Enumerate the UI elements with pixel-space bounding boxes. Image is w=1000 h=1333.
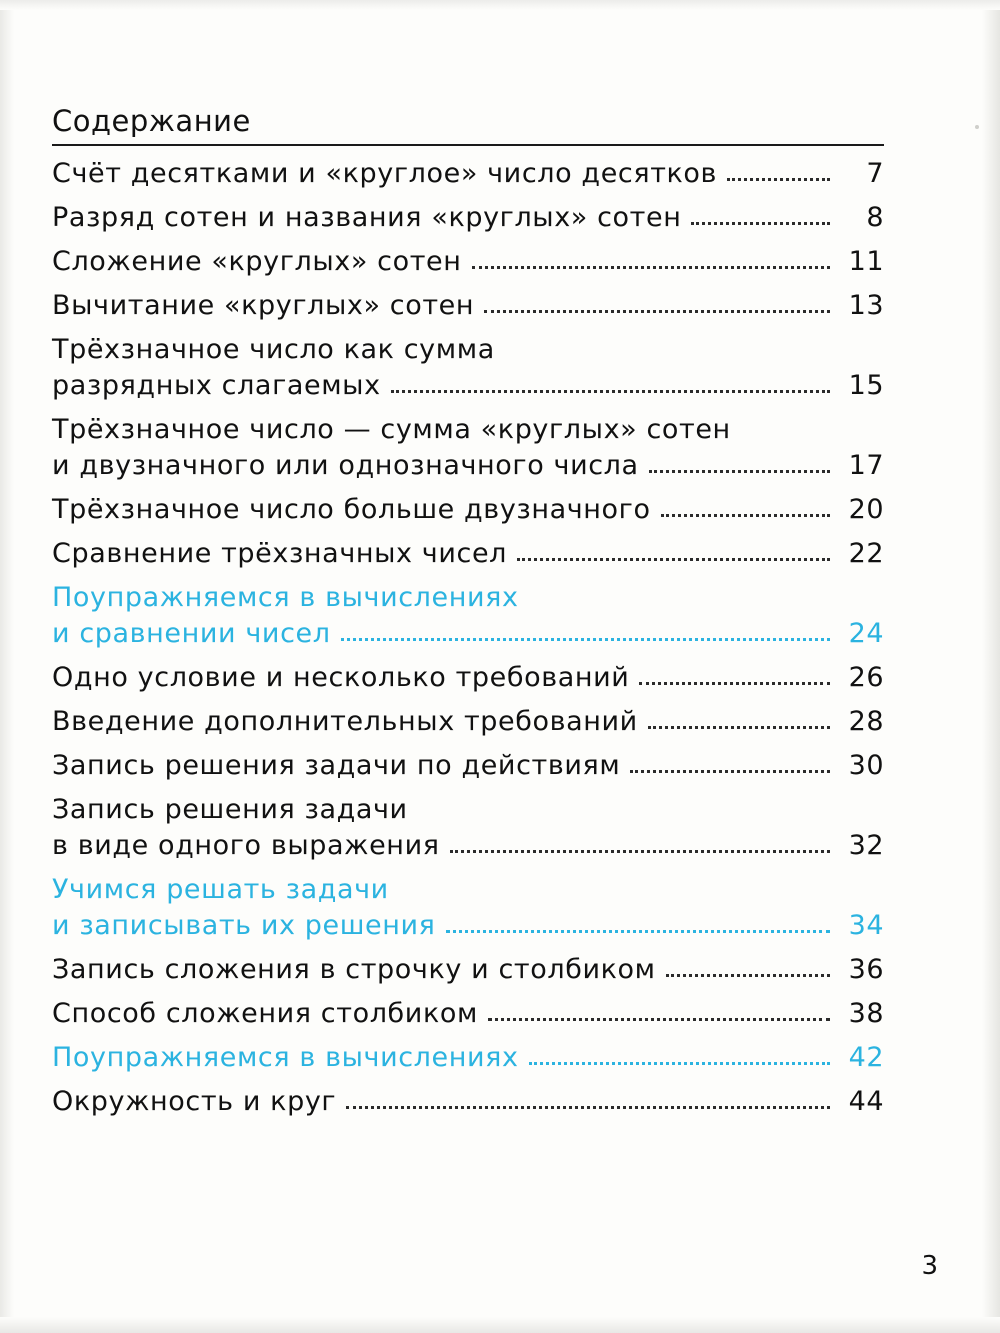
- toc-entry-label: Разряд сотен и названия «круглых» сотен: [52, 202, 682, 233]
- toc-entry-page-number: 24: [848, 618, 884, 649]
- toc-entry-label: и сравнении чисел: [52, 618, 331, 649]
- toc-entry-leader-dots: [661, 513, 830, 517]
- toc-entry[interactable]: [52, 540, 884, 567]
- toc-entry-leader-dots: [529, 1061, 830, 1065]
- toc-entry-label: Трёхзначное число — сумма «круглых» сотен: [52, 414, 731, 445]
- toc-entry[interactable]: [52, 496, 884, 523]
- toc-entry[interactable]: [52, 752, 884, 779]
- toc-entry-page-number: 26: [848, 662, 884, 693]
- page-edge-shadow-bottom: [0, 1317, 1000, 1333]
- toc-entry-label: Запись сложения в строчку и столбиком: [52, 954, 656, 985]
- toc-entry-leader-dots: [418, 816, 830, 817]
- toc-entry-leader-dots: [399, 896, 830, 897]
- toc-entry-leader-dots: [341, 637, 830, 641]
- toc-entry-label: Поупражняемся в вычислениях: [52, 582, 519, 613]
- toc-entry[interactable]: [52, 912, 884, 939]
- toc-entry-label: Введение дополнительных требований: [52, 706, 638, 737]
- toc-entry-leader-dots: [391, 389, 830, 393]
- toc-entry[interactable]: [52, 204, 884, 231]
- toc-entry-page-number: 36: [848, 954, 884, 985]
- toc-entry-leader-dots: [472, 265, 831, 269]
- toc-entry[interactable]: [52, 452, 884, 479]
- toc-entry[interactable]: [52, 1088, 884, 1115]
- toc-entry-page-number: 15: [848, 370, 884, 401]
- toc-entry[interactable]: [52, 1000, 884, 1027]
- page-title: Содержание: [52, 104, 251, 138]
- table-of-contents: [52, 104, 884, 1132]
- toc-entry-label: Учимся решать задачи: [52, 874, 389, 905]
- toc-entry[interactable]: [52, 956, 884, 983]
- toc-entry-label: Поупражняемся в вычислениях: [52, 1042, 519, 1073]
- toc-entry-leader-dots: [691, 221, 830, 225]
- page-edge-shadow-top: [0, 0, 1000, 10]
- toc-entry-leader-dots: [346, 1105, 830, 1109]
- toc-entry-label: Окружность и круг: [52, 1086, 337, 1117]
- toc-entry-leader-dots: [649, 469, 830, 473]
- toc-entry-label: Вычитание «круглых» сотен: [52, 290, 475, 321]
- toc-entry-page-number: 22: [848, 538, 884, 569]
- toc-entry-label: Способ сложения столбиком: [52, 998, 478, 1029]
- toc-entry-page-number: 8: [866, 202, 884, 233]
- toc-entry-page-number: 28: [848, 706, 884, 737]
- toc-entry[interactable]: [52, 248, 884, 275]
- toc-entry-label: разрядных слагаемых: [52, 370, 381, 401]
- toc-entry-page-number: 13: [848, 290, 884, 321]
- toc-entry-leader-dots: [505, 356, 830, 357]
- toc-entry-leader-dots: [446, 929, 831, 933]
- toc-entry[interactable]: [52, 664, 884, 691]
- toc-entry-leader-dots: [517, 557, 830, 561]
- toc-entry-leader-dots: [648, 725, 830, 729]
- toc-entry-page-number: 32: [848, 830, 884, 861]
- toc-entry[interactable]: [52, 584, 884, 611]
- toc-entry-leader-dots: [450, 849, 830, 853]
- toc-entry[interactable]: [52, 1044, 884, 1071]
- toc-entry-leader-dots: [630, 769, 830, 773]
- toc-entry-page-number: 30: [848, 750, 884, 781]
- toc-entry-label: в виде одного выражения: [52, 830, 440, 861]
- toc-entry[interactable]: [52, 292, 884, 319]
- toc-entry-label: Счёт десятками и «круглое» число десятков: [52, 158, 718, 189]
- toc-entry-page-number: 20: [848, 494, 884, 525]
- toc-entry[interactable]: [52, 708, 884, 735]
- toc-entry-label: Трёхзначное число как сумма: [52, 334, 495, 365]
- page-edge-shadow-right: [982, 0, 1000, 1333]
- toc-entry-leader-dots: [639, 681, 830, 685]
- toc-entry-page-number: 42: [848, 1042, 884, 1073]
- toc-entry-list: [52, 160, 884, 1115]
- folio-page-number: 3: [921, 1251, 938, 1281]
- toc-entry-leader-dots: [484, 309, 830, 313]
- toc-entry-page-number: 11: [848, 246, 884, 277]
- toc-entry-leader-dots: [488, 1017, 830, 1021]
- toc-entry-label: Трёхзначное число больше двузначного: [52, 494, 651, 525]
- toc-entry-leader-dots: [727, 177, 830, 181]
- toc-entry-label: Сложение «круглых» сотен: [52, 246, 462, 277]
- toc-entry-page-number: 7: [866, 158, 884, 189]
- toc-entry[interactable]: [52, 160, 884, 187]
- scan-speck: [975, 125, 979, 129]
- toc-entry-leader-dots: [666, 973, 830, 977]
- toc-entry-page-number: 44: [848, 1086, 884, 1117]
- toc-entry[interactable]: [52, 620, 884, 647]
- toc-entry-label: и двузначного или однозначного числа: [52, 450, 639, 481]
- toc-entry-label: и записывать их решения: [52, 910, 436, 941]
- toc-entry[interactable]: [52, 336, 884, 363]
- title-underline: [52, 144, 884, 146]
- toc-entry-page-number: 34: [848, 910, 884, 941]
- toc-entry[interactable]: [52, 416, 884, 443]
- toc-entry-page-number: 38: [848, 998, 884, 1029]
- toc-entry[interactable]: [52, 372, 884, 399]
- toc-entry-page-number: 17: [848, 450, 884, 481]
- toc-entry-leader-dots: [529, 604, 830, 605]
- page-edge-shadow-left: [0, 0, 14, 1333]
- toc-entry[interactable]: [52, 832, 884, 859]
- toc-entry-label: Сравнение трёхзначных чисел: [52, 538, 508, 569]
- toc-entry[interactable]: [52, 876, 884, 903]
- toc-entry-label: Запись решения задачи по действиям: [52, 750, 621, 781]
- toc-entry-label: Одно условие и несколько требований: [52, 662, 630, 693]
- toc-entry[interactable]: [52, 796, 884, 823]
- toc-entry-leader-dots: [741, 436, 830, 437]
- toc-entry-label: Запись решения задачи: [52, 794, 408, 825]
